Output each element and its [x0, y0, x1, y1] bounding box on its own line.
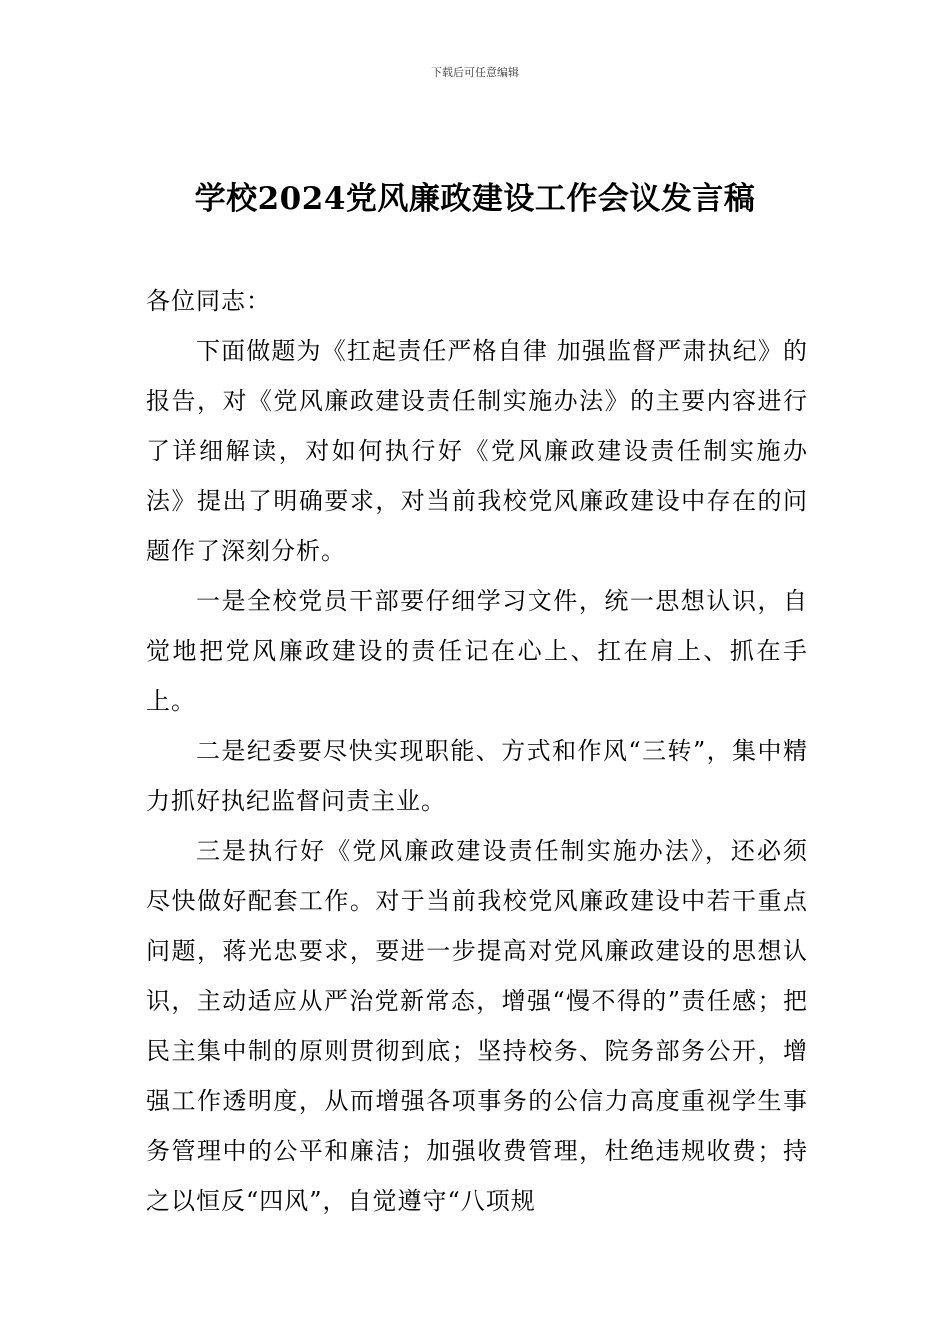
page-header-note: 下载后可任意编辑	[431, 66, 519, 79]
document-body	[146, 276, 808, 1226]
paragraph-2: 一是全校党员干部要仔细学习文件，统一思想认识，自觉地把党风廉政建设的责任记在心上、扛在肩上、抓在手上。	[146, 587, 808, 715]
document-title: 学校2024党风廉政建设工作会议发言稿	[194, 181, 756, 217]
paragraph-3: 二是纪委要尽快实现职能、方式和作风“三转”，集中精力抓好执纪监督问责主业。	[146, 737, 808, 815]
salutation: 各位同志：	[146, 287, 271, 315]
paragraph-1: 下面做题为《扛起责任严格自律 加强监督严肃执纪》的报告，对《党风廉政建设责任制实施办法》的主要内容进行了详细解读，对如何执行好《党风廉政建设责任制实施办法》提出了明确要求，对当前我校党风廉政建设中存在的问题作了深刻分析。	[146, 337, 808, 565]
paragraph-4: 三是执行好《党风廉政建设责任制实施办法》，还必须尽快做好配套工作。对于当前我校党风廉政建设中若干重点问题，蒋光忠要求，要进一步提高对党风廉政建设的思想认识，主动适应从严治党新常态，增强“慢不得的”责任感；把民主集中制的原则贯彻到底；坚持校务、院务部务公开，增强工作透明度，从而增强各项事务的公信力高度重视学生事务管理中的公平和廉洁；加强收费管理，杜绝违规收费；持之以恒反“四风”，自觉遵守“八项规	[146, 837, 808, 1215]
